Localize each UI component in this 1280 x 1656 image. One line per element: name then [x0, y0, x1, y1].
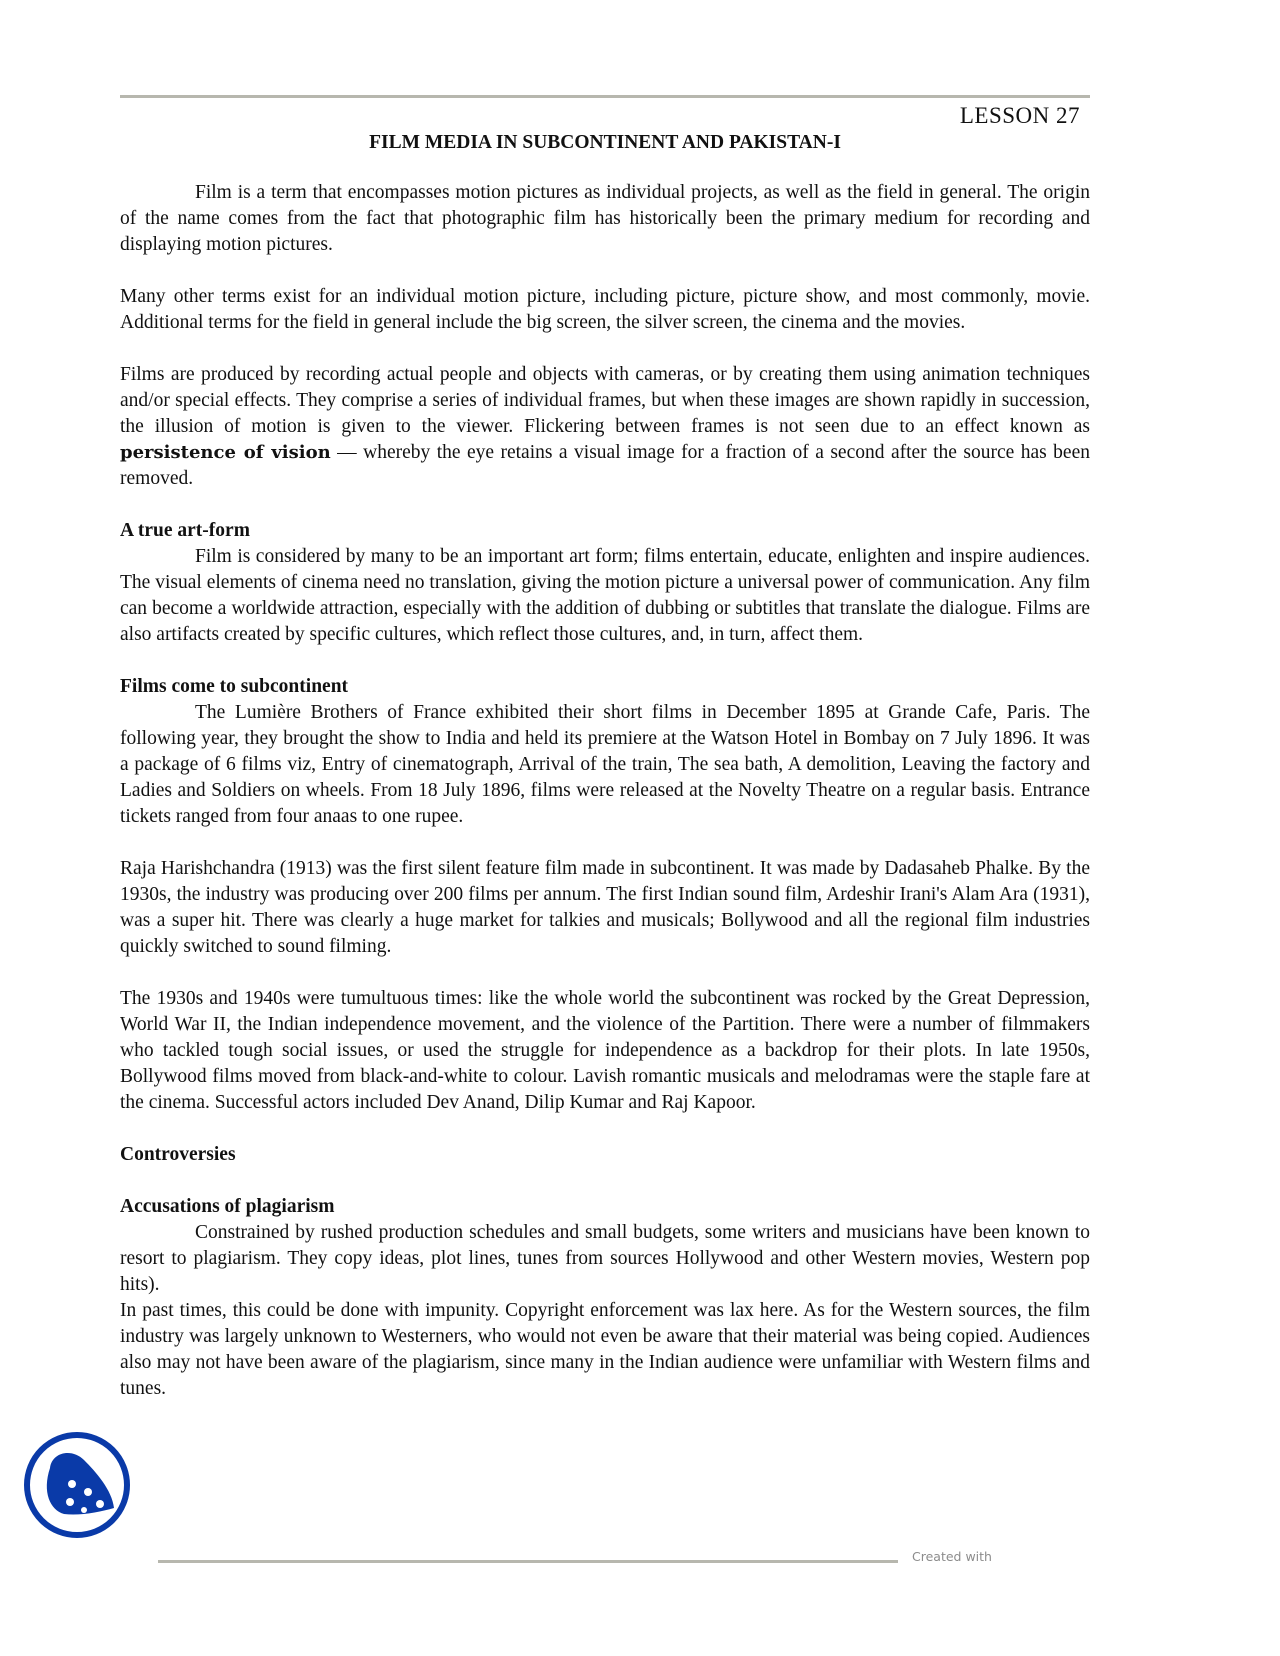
art-form-heading: A true art-form	[120, 520, 250, 541]
plagiarism-paragraph-2: In past times, this could be done with impunity. Copyright enforcement was lax here. As for the Western sources, the film industry was largely unknown to Westerners, who would not even be aware that their material was being copied. Audiences also may not have been aware of the plagiarism, since many in the Indian audience were unfamiliar with Western films and tunes.	[120, 1300, 1090, 1399]
intro-paragraph-2: Many other terms exist for an individual motion picture, including picture, picture show, and most commonly, movie. Additional terms for the field in general include the big screen, the silver screen, the cinema and the movies.	[120, 286, 1090, 333]
intro-paragraph-3	[120, 362, 1090, 492]
intro-paragraph-3-text-b: — whereby the eye retains a visual image for a fraction of a second after the source has been removed.	[120, 442, 1090, 489]
art-form-paragraph: Film is considered by many to be an important art form; films entertain, educate, enlighten and inspire audiences. The visual elements of cinema need no translation, giving the motion picture a universal power of communication. Any film can become a worldwide attraction, especially with the addition of dubbing or subtitles that translate the dialogue. Films are also artifacts created by specific cultures, which reflect those cultures, and, in turn, affect them.	[120, 546, 1090, 645]
subcontinent-paragraph-1: The Lumière Brothers of France exhibited their short films in December 1895 at Grande Cafe, Paris. The following year, they brought the show to India and held its premiere at the Watson Hotel in Bombay on 7 July 1896. It was a package of 6 films viz, Entry of cinematograph, Arrival of the train, The sea bath, A demolition, Leaving the factory and Ladies and Soldiers on wheels. From 18 July 1896, films were released at the Novelty Theatre on a regular basis. Entrance tickets ranged from four anaas to one rupee.	[120, 702, 1090, 827]
persistence-of-vision-term: persistence of vision	[120, 442, 331, 463]
footer-rule	[158, 1560, 898, 1563]
created-with-label: Created with	[912, 1549, 992, 1564]
document-body	[120, 180, 1090, 1402]
subcontinent-paragraph-3: The 1930s and 1940s were tumultuous times: like the whole world the subcontinent was rocked by the Great Depression, World War II, the Indian independence movement, and the violence of the Partition. There were a number of filmmakers who tackled tough social issues, or used the struggle for independence as a backdrop for their plots. In late 1950s, Bollywood films moved from black-and-white to colour. Lavish romantic musicals and melodramas were the staple fare at the cinema. Successful actors included Dev Anand, Dilip Kumar and Raj Kapoor.	[120, 988, 1090, 1113]
plagiarism-paragraph-1: Constrained by rushed production schedules and small budgets, some writers and musicians have been known to resort to plagiarism. They copy ideas, plot lines, tunes from sources Hollywood and other Western movies, Western pop hits).	[120, 1222, 1090, 1295]
subcontinent-paragraph-2: Raja Harishchandra (1913) was the first silent feature film made in subcontinent. It was made by Dadasaheb Phalke. By the 1930s, the industry was producing over 200 films per annum. The first Indian sound film, Ardeshir Irani's Alam Ara (1931), was a super hit. There was clearly a huge market for talkies and musicals; Bollywood and all the regional film industries quickly switched to sound filming.	[120, 858, 1090, 957]
plagiarism-heading: Accusations of plagiarism	[120, 1196, 335, 1217]
pdf-creator-logo-icon[interactable]	[22, 1430, 132, 1540]
intro-paragraph-1: Film is a term that encompasses motion pictures as individual projects, as well as the field in general. The origin of the name comes from the fact that photographic film has historically been the primary medium for recording and displaying motion pictures.	[120, 182, 1090, 255]
intro-paragraph-3-text-a: Films are produced by recording actual people and objects with cameras, or by creating them using animation techniques and/or special effects. They comprise a series of individual frames, but when these images are shown rapidly in succession, the illusion of motion is given to the viewer. Flickering between frames is not seen due to an effect known as	[120, 364, 1090, 437]
subcontinent-heading: Films come to subcontinent	[120, 676, 349, 697]
page-title: FILM MEDIA IN SUBCONTINENT AND PAKISTAN-I	[369, 132, 841, 153]
controversies-heading: Controversies	[120, 1144, 236, 1165]
lesson-number: LESSON 27	[959, 103, 1080, 128]
header-rule	[120, 95, 1090, 98]
